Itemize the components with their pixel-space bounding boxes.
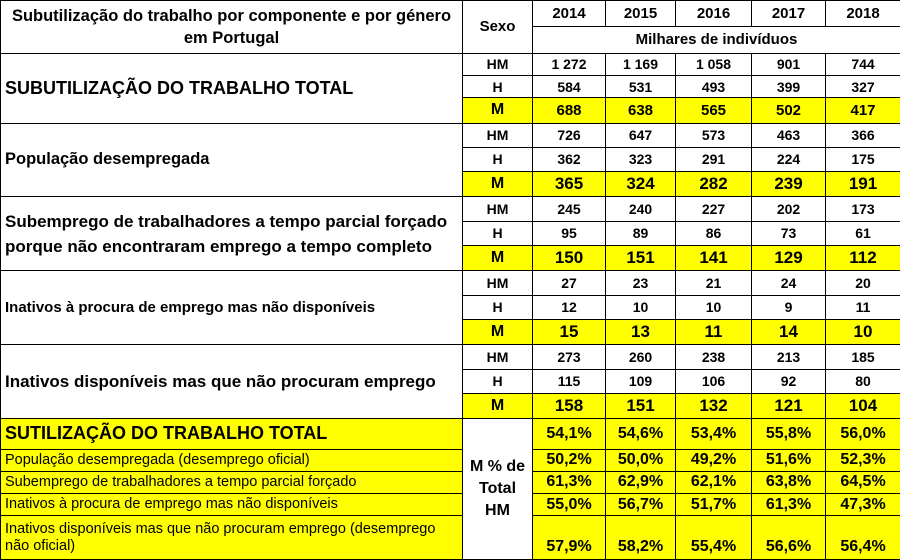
percent-row <box>1 494 900 516</box>
value-cell: 10 <box>676 295 752 319</box>
value-cell: 27 <box>533 271 606 295</box>
percent-row-label: Subemprego de trabalhadores a tempo parcial forçado <box>1 471 463 493</box>
year-header: 2016 <box>676 1 752 27</box>
value-cell: 638 <box>606 98 676 123</box>
sex-cell: H <box>463 147 533 171</box>
sex-cell: M <box>463 172 533 197</box>
value-cell: 647 <box>606 123 676 147</box>
value-cell: 365 <box>533 172 606 197</box>
sex-cell: M <box>463 246 533 271</box>
value-cell: 493 <box>676 75 752 97</box>
value-cell: 327 <box>826 75 900 97</box>
sex-cell: M <box>463 393 533 418</box>
value-cell: 227 <box>676 197 752 221</box>
year-header: 2017 <box>752 1 826 27</box>
value-cell: 1 058 <box>676 53 752 75</box>
sex-cell: H <box>463 75 533 97</box>
value-cell: 726 <box>533 123 606 147</box>
value-cell: 323 <box>606 147 676 171</box>
value-cell: 202 <box>752 197 826 221</box>
percent-value-cell: 56,4% <box>826 516 900 560</box>
value-cell: 112 <box>826 246 900 271</box>
value-cell: 213 <box>752 345 826 369</box>
table-row <box>1 271 900 295</box>
percent-value-cell: 57,9% <box>533 516 606 560</box>
table-row <box>1 197 900 221</box>
value-cell: 158 <box>533 393 606 418</box>
unit-header: Milhares de indivíduos <box>533 27 900 53</box>
value-cell: 245 <box>533 197 606 221</box>
value-cell: 291 <box>676 147 752 171</box>
value-cell: 10 <box>606 295 676 319</box>
value-cell: 12 <box>533 295 606 319</box>
value-cell: 531 <box>606 75 676 97</box>
value-cell: 95 <box>533 221 606 245</box>
section-label: SUBUTILIZAÇÃO DO TRABALHO TOTAL <box>1 53 463 123</box>
value-cell: 9 <box>752 295 826 319</box>
percent-value-cell: 62,1% <box>676 471 752 493</box>
sex-cell: H <box>463 295 533 319</box>
value-cell: 688 <box>533 98 606 123</box>
value-cell: 11 <box>676 319 752 344</box>
percent-value-cell: 53,4% <box>676 419 752 449</box>
section-label: Inativos disponíveis mas que não procuram emprego <box>1 345 463 419</box>
value-cell: 13 <box>606 319 676 344</box>
percent-row <box>1 419 900 449</box>
value-cell: 1 272 <box>533 53 606 75</box>
percent-value-cell: 55,0% <box>533 494 606 516</box>
year-header: 2018 <box>826 1 900 27</box>
value-cell: 73 <box>752 221 826 245</box>
table-row <box>1 53 900 75</box>
percent-value-cell: 63,8% <box>752 471 826 493</box>
percent-row-label: Inativos disponíveis mas que não procuram emprego (desemprego não oficial) <box>1 516 463 560</box>
value-cell: 20 <box>826 271 900 295</box>
percent-value-cell: 61,3% <box>752 494 826 516</box>
section-label: População desempregada <box>1 123 463 197</box>
percent-value-cell: 56,6% <box>752 516 826 560</box>
table-title: Subutilização do trabalho por componente e por género em Portugal <box>1 1 463 54</box>
percent-value-cell: 56,0% <box>826 419 900 449</box>
percent-row-label: Inativos à procura de emprego mas não disponíveis <box>1 494 463 516</box>
value-cell: 109 <box>606 369 676 393</box>
year-header: 2015 <box>606 1 676 27</box>
sex-cell: M <box>463 319 533 344</box>
value-cell: 399 <box>752 75 826 97</box>
percent-value-cell: 51,6% <box>752 449 826 471</box>
value-cell: 150 <box>533 246 606 271</box>
value-cell: 106 <box>676 369 752 393</box>
value-cell: 23 <box>606 271 676 295</box>
sex-cell: H <box>463 221 533 245</box>
value-cell: 565 <box>676 98 752 123</box>
sex-cell: HM <box>463 53 533 75</box>
value-cell: 15 <box>533 319 606 344</box>
percent-value-cell: 64,5% <box>826 471 900 493</box>
value-cell: 151 <box>606 393 676 418</box>
year-header: 2014 <box>533 1 606 27</box>
value-cell: 366 <box>826 123 900 147</box>
section-label: Inativos à procura de emprego mas não disponíveis <box>1 271 463 345</box>
value-cell: 11 <box>826 295 900 319</box>
value-cell: 273 <box>533 345 606 369</box>
percent-value-cell: 58,2% <box>606 516 676 560</box>
percent-value-cell: 47,3% <box>826 494 900 516</box>
value-cell: 24 <box>752 271 826 295</box>
value-cell: 260 <box>606 345 676 369</box>
value-cell: 502 <box>752 98 826 123</box>
sex-cell: HM <box>463 197 533 221</box>
value-cell: 115 <box>533 369 606 393</box>
value-cell: 151 <box>606 246 676 271</box>
value-cell: 121 <box>752 393 826 418</box>
value-cell: 173 <box>826 197 900 221</box>
sex-cell: HM <box>463 345 533 369</box>
value-cell: 129 <box>752 246 826 271</box>
value-cell: 463 <box>752 123 826 147</box>
value-cell: 282 <box>676 172 752 197</box>
table-row <box>1 345 900 369</box>
sex-cell: HM <box>463 271 533 295</box>
percent-value-cell: 52,3% <box>826 449 900 471</box>
percent-row <box>1 471 900 493</box>
value-cell: 573 <box>676 123 752 147</box>
percent-value-cell: 49,2% <box>676 449 752 471</box>
value-cell: 240 <box>606 197 676 221</box>
value-cell: 141 <box>676 246 752 271</box>
value-cell: 14 <box>752 319 826 344</box>
percent-value-cell: 55,8% <box>752 419 826 449</box>
value-cell: 86 <box>676 221 752 245</box>
value-cell: 132 <box>676 393 752 418</box>
value-cell: 175 <box>826 147 900 171</box>
value-cell: 744 <box>826 53 900 75</box>
value-cell: 21 <box>676 271 752 295</box>
percent-row-label: População desempregada (desemprego oficial) <box>1 449 463 471</box>
value-cell: 61 <box>826 221 900 245</box>
value-cell: 191 <box>826 172 900 197</box>
sex-cell: HM <box>463 123 533 147</box>
percent-row <box>1 516 900 560</box>
value-cell: 224 <box>752 147 826 171</box>
sex-cell: M <box>463 98 533 123</box>
percent-value-cell: 50,2% <box>533 449 606 471</box>
value-cell: 238 <box>676 345 752 369</box>
sexo-header: Sexo <box>463 1 533 54</box>
percent-value-cell: 62,9% <box>606 471 676 493</box>
percent-value-cell: 54,6% <box>606 419 676 449</box>
value-cell: 104 <box>826 393 900 418</box>
value-cell: 584 <box>533 75 606 97</box>
value-cell: 324 <box>606 172 676 197</box>
section-label: Subemprego de trabalhadores a tempo parcial forçado porque não encontraram emprego a tempo completo <box>1 197 463 271</box>
value-cell: 239 <box>752 172 826 197</box>
percent-value-cell: 50,0% <box>606 449 676 471</box>
value-cell: 185 <box>826 345 900 369</box>
percent-value-cell: 54,1% <box>533 419 606 449</box>
percent-row <box>1 449 900 471</box>
value-cell: 92 <box>752 369 826 393</box>
percent-sex-label: M % de Total HM <box>463 419 533 560</box>
percent-value-cell: 51,7% <box>676 494 752 516</box>
sex-cell: H <box>463 369 533 393</box>
value-cell: 362 <box>533 147 606 171</box>
percent-value-cell: 55,4% <box>676 516 752 560</box>
value-cell: 417 <box>826 98 900 123</box>
value-cell: 10 <box>826 319 900 344</box>
percent-value-cell: 61,3% <box>533 471 606 493</box>
value-cell: 901 <box>752 53 826 75</box>
table-body <box>1 1 900 560</box>
value-cell: 80 <box>826 369 900 393</box>
value-cell: 89 <box>606 221 676 245</box>
value-cell: 1 169 <box>606 53 676 75</box>
table-row <box>1 123 900 147</box>
percent-value-cell: 56,7% <box>606 494 676 516</box>
percent-row-label: SUTILIZAÇÃO DO TRABALHO TOTAL <box>1 419 463 449</box>
